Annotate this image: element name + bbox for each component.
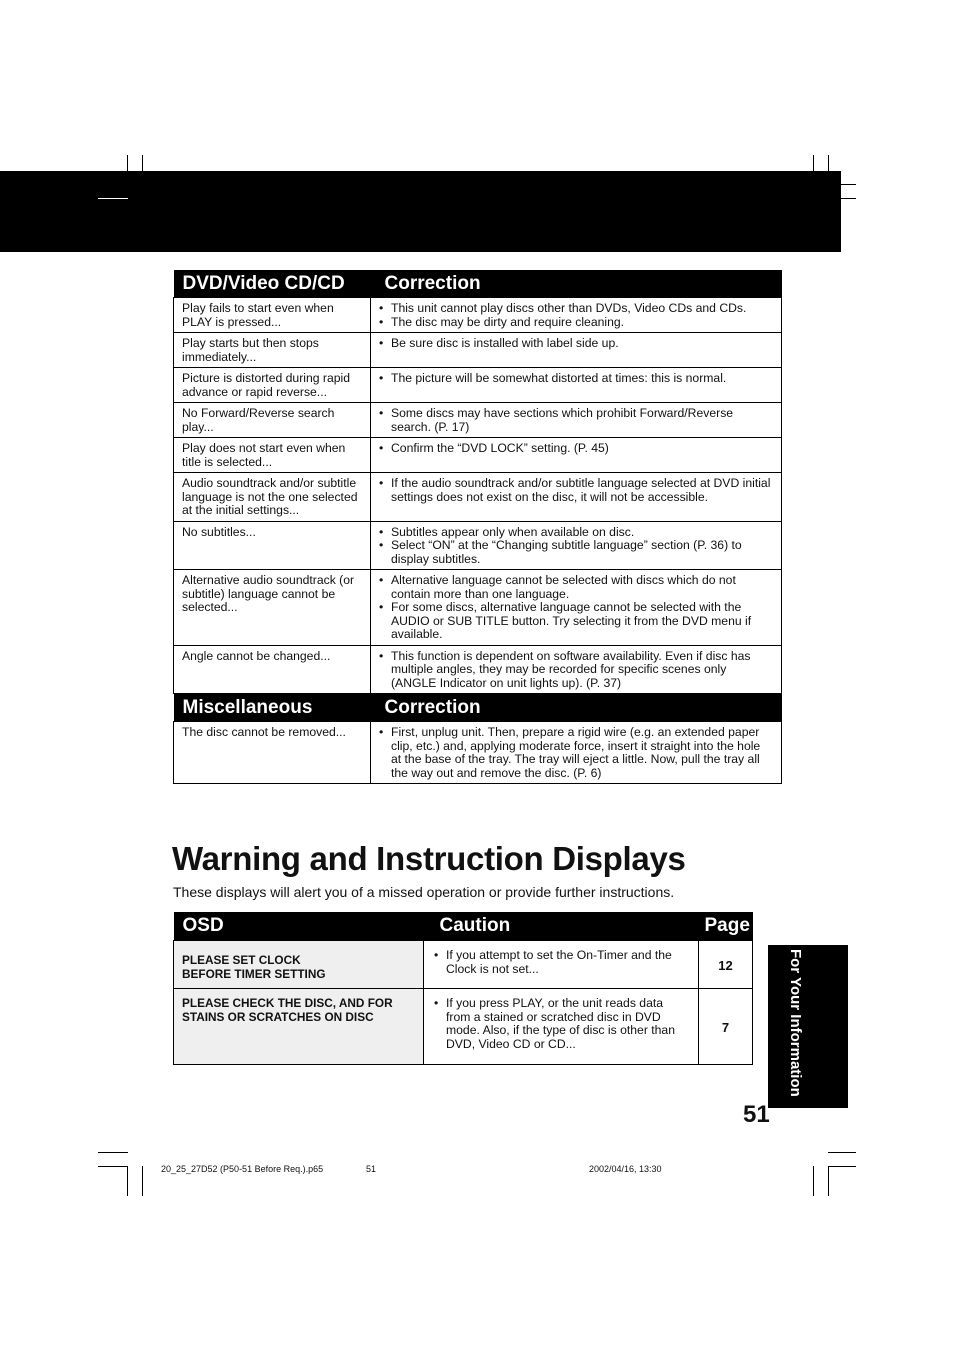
crop-mark [828, 198, 856, 199]
table-header-row [174, 270, 782, 298]
table-row [174, 298, 782, 333]
section-title: Warning and Instruction Displays [172, 840, 686, 877]
table-row [174, 333, 782, 368]
correction-item: • If the audio soundtrack and/or subtitle language selected at DVD initial settings does not exist on the disc, it will not be accessible. [379, 477, 773, 504]
correction-item: • Select “ON” at the “Changing subtitle language” section (P. 36) to display subtitles. [379, 539, 773, 566]
crop-mark [127, 1166, 128, 1196]
correction-cell [371, 333, 782, 368]
troubleshooting-body [174, 298, 782, 694]
correction-item: • This unit cannot play discs other than DVDs, Video CDs and CDs. [379, 302, 773, 316]
osd-caution-cell [424, 941, 699, 989]
correction-cell [371, 403, 782, 438]
table-row [174, 722, 782, 784]
symptom-cell: Angle cannot be changed... [174, 645, 371, 694]
correction-list [379, 650, 773, 691]
symptom-cell: No subtitles... [174, 521, 371, 570]
caution-item: • If you press PLAY, or the unit reads data from a stained or scratched disc in DVD mode. Also, if the type of disc is other than DVD, Video CD or CD... [434, 997, 690, 1051]
crop-mark [127, 155, 128, 185]
correction-cell [371, 438, 782, 473]
osd-caution-cell [424, 989, 699, 1065]
correction-list [379, 337, 773, 351]
header-caution: Caution [424, 912, 699, 941]
section-subtitle: These displays will alert you of a missed operation or provide further instructions. [173, 884, 675, 900]
crop-mark [828, 155, 829, 185]
symptom-cell: No Forward/Reverse search play... [174, 403, 371, 438]
crop-mark [142, 1166, 143, 1196]
osd-message-line: PLEASE CHECK THE DISC, AND FOR [182, 996, 393, 1010]
crop-mark [828, 1166, 829, 1196]
osd-message-line: PLEASE SET CLOCK [182, 953, 301, 967]
correction-cell [371, 368, 782, 403]
symptom-cell: Play fails to start even when PLAY is pressed... [174, 298, 371, 333]
correction-item: • Some discs may have sections which prohibit Forward/Reverse search. (P. 17) [379, 407, 773, 434]
correction-list [379, 372, 773, 386]
caution-list [434, 997, 690, 1051]
troubleshooting-table [173, 270, 782, 784]
header-page: Page [699, 912, 753, 941]
misc-body [174, 722, 782, 784]
correction-cell [371, 570, 782, 646]
crop-mark [98, 198, 128, 199]
symptom-cell: Picture is distorted during rapid advance or rapid reverse... [174, 368, 371, 403]
correction-cell [371, 473, 782, 522]
osd-row [174, 941, 753, 989]
caution-item: • If you attempt to set the On-Timer and the Clock is not set... [434, 949, 690, 976]
osd-header-row [174, 912, 753, 941]
correction-item: • Alternative language cannot be selected with discs which do not contain more than one language. [379, 574, 773, 601]
header-miscellaneous: Miscellaneous [174, 694, 371, 722]
crop-mark [828, 1152, 856, 1153]
crop-mark [98, 184, 128, 185]
header-correction: Correction [371, 270, 782, 298]
correction-list [379, 407, 773, 434]
correction-item: • Confirm the “DVD LOCK” setting. (P. 45) [379, 442, 773, 456]
correction-item: • Be sure disc is installed with label side up. [379, 337, 773, 351]
crop-mark [828, 184, 856, 185]
osd-row [174, 989, 753, 1065]
table-row [174, 645, 782, 694]
correction-cell [371, 298, 782, 333]
footer-page: 51 [366, 1164, 377, 1174]
table-row [174, 473, 782, 522]
correction-item: • First, unplug unit. Then, prepare a rigid wire (e.g. an extended paper clip, etc.) and, applying moderate force, insert it straight into the hole at the base of the tray. The tray will eject a little. Now, pull the tray all the way out and remove the disc. (P. 6) [379, 726, 773, 780]
symptom-cell: Play starts but then stops immediately... [174, 333, 371, 368]
footer-date: 2002/04/16, 13:30 [589, 1164, 662, 1174]
header-misc-correction: Correction [371, 694, 782, 722]
correction-item: • For some discs, alternative language cannot be selected with the AUDIO or SUB TITLE button. Try selecting it from the DVD menu if available. [379, 601, 773, 642]
header-osd: OSD [174, 912, 424, 941]
page-number: 51 [743, 1101, 770, 1128]
correction-cell [371, 521, 782, 570]
crop-mark [813, 155, 814, 185]
correction-cell [371, 645, 782, 694]
symptom-cell: Alternative audio soundtrack (or subtitle) language cannot be selected... [174, 570, 371, 646]
symptom-cell: Play does not start even when title is selected... [174, 438, 371, 473]
side-tab [768, 945, 848, 1108]
symptom-cell: Audio soundtrack and/or subtitle language is not the one selected at the initial settings... [174, 473, 371, 522]
table-row [174, 521, 782, 570]
osd-message-cell [174, 989, 424, 1065]
correction-list [379, 726, 773, 780]
symptom-cell: The disc cannot be removed... [174, 722, 371, 784]
crop-mark [813, 1166, 814, 1196]
correction-item: • Subtitles appear only when available on disc. [379, 526, 773, 540]
table-row [174, 368, 782, 403]
footer-file: 20_25_27D52 (P50-51 Before Req.).p65 [161, 1164, 324, 1174]
correction-list [379, 526, 773, 567]
correction-item: • This function is dependent on software availability. Even if disc has multiple angles, they may be recorded for specific scenes only (ANGLE Indicator on unit lights up). (P. 37) [379, 650, 773, 691]
table-row [174, 403, 782, 438]
table-row [174, 570, 782, 646]
crop-mark [98, 1152, 128, 1153]
caution-list [434, 949, 690, 976]
side-tab-label: For Your Information [787, 949, 804, 1097]
correction-list [379, 442, 773, 456]
correction-cell [371, 722, 782, 784]
correction-item: • The picture will be somewhat distorted at times: this is normal. [379, 372, 773, 386]
correction-list [379, 477, 773, 504]
table-row [174, 438, 782, 473]
osd-message-cell [174, 941, 424, 989]
correction-list [379, 574, 773, 642]
osd-page-cell: 7 [699, 989, 753, 1065]
osd-message-line: BEFORE TIMER SETTING [182, 966, 326, 981]
crop-mark [828, 1166, 856, 1167]
header-symptom: DVD/Video CD/CD [174, 270, 371, 298]
crop-mark [142, 155, 143, 185]
crop-mark [98, 1166, 128, 1167]
osd-message-line: STAINS OR SCRATCHES ON DISC [182, 1009, 374, 1024]
correction-item: • The disc may be dirty and require cleaning. [379, 316, 773, 330]
osd-table [173, 912, 753, 1065]
correction-list [379, 302, 773, 329]
osd-page-cell: 12 [699, 941, 753, 989]
osd-body [174, 941, 753, 1065]
misc-header-row [174, 694, 782, 722]
